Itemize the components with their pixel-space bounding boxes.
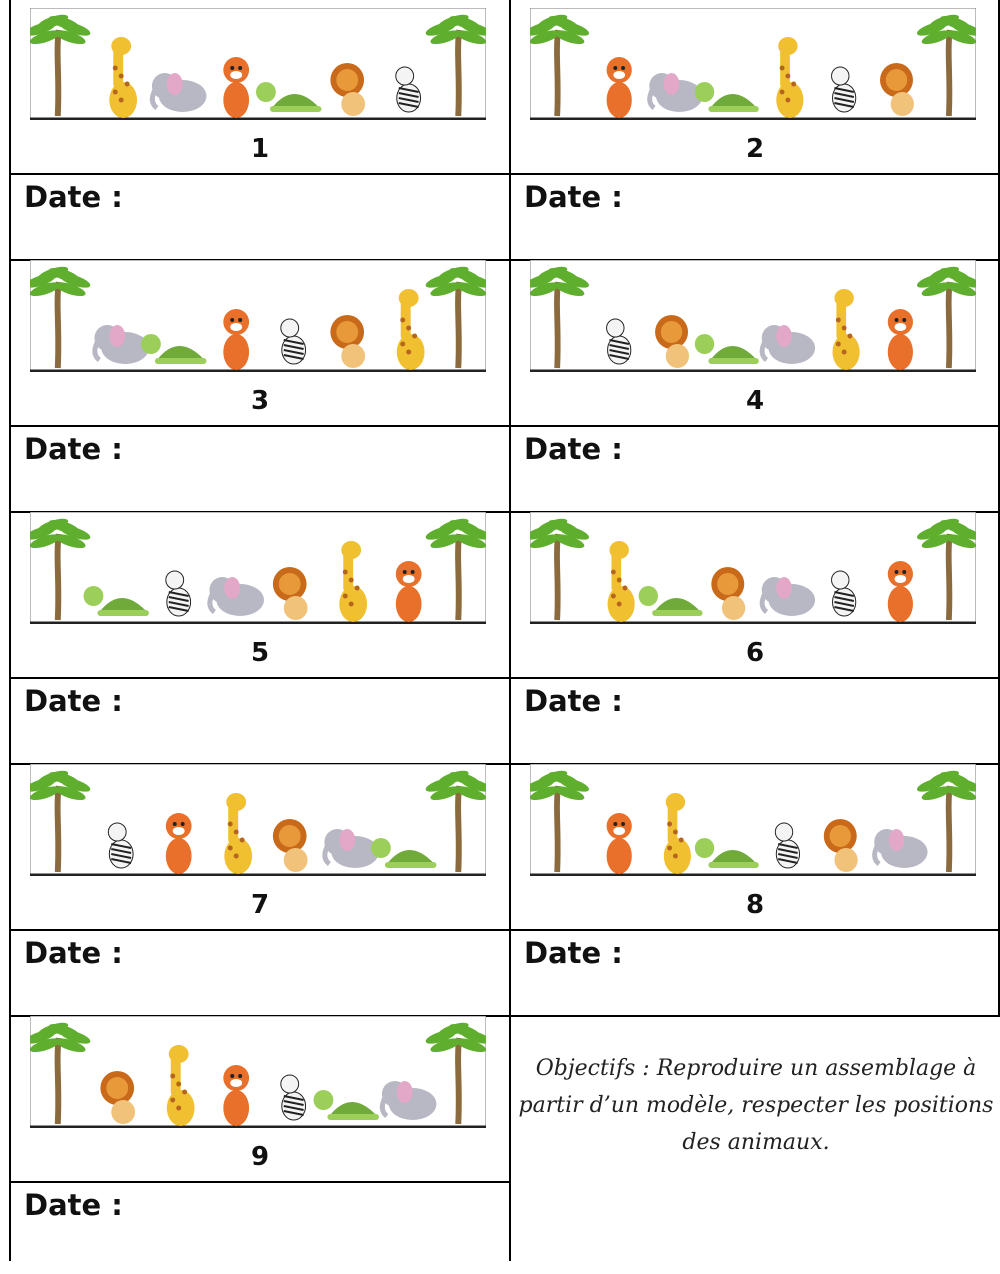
date-field[interactable] (510, 174, 1000, 266)
date-label: Date : (524, 432, 623, 466)
date-field[interactable] (10, 174, 510, 266)
animal-sequence-image (530, 260, 976, 372)
date-label: Date : (24, 684, 123, 718)
tiger-icon (607, 813, 632, 874)
tiger-icon (396, 561, 422, 622)
date-field[interactable] (10, 1182, 510, 1274)
date-label: Date : (524, 180, 623, 214)
date-field[interactable] (10, 678, 510, 770)
animal-sequence-image (530, 8, 976, 120)
card-number: 2 (510, 134, 1000, 164)
objectives-line-3: des animaux. (512, 1124, 1000, 1161)
animal-sequence-image (530, 764, 976, 876)
date-label: Date : (24, 1188, 123, 1222)
card-number: 7 (10, 890, 510, 920)
date-field[interactable] (10, 930, 510, 1022)
objectives-line-1: Objectifs : Reproduire un assemblage à (512, 1050, 1000, 1087)
card-number: 6 (510, 638, 1000, 668)
card-number: 9 (10, 1142, 510, 1172)
tiger-icon (607, 57, 632, 118)
animal-sequence-image (30, 512, 486, 624)
date-label: Date : (24, 432, 123, 466)
tiger-icon (888, 309, 913, 370)
tiger-icon (223, 1065, 249, 1126)
tiger-icon (223, 309, 249, 370)
card-number: 8 (510, 890, 1000, 920)
card-number: 1 (10, 134, 510, 164)
date-label: Date : (24, 180, 123, 214)
animal-sequence-image (530, 512, 976, 624)
date-field[interactable] (510, 930, 1000, 1022)
objectives-line-2: partir d’un modèle, respecter les positions (512, 1087, 1000, 1124)
card-number: 3 (10, 386, 510, 416)
card-number: 5 (10, 638, 510, 668)
date-label: Date : (524, 936, 623, 970)
tiger-icon (223, 57, 249, 118)
objectives-text (512, 1050, 1000, 1161)
tiger-icon (888, 561, 913, 622)
date-field[interactable] (510, 678, 1000, 770)
animal-sequence-image (30, 8, 486, 120)
tiger-icon (166, 813, 192, 874)
date-label: Date : (524, 684, 623, 718)
date-label: Date : (24, 936, 123, 970)
date-field[interactable] (10, 426, 510, 518)
animal-sequence-image (30, 1016, 486, 1128)
card-number: 4 (510, 386, 1000, 416)
animal-sequence-image (30, 260, 486, 372)
animal-sequence-image (30, 764, 486, 876)
date-field[interactable] (510, 426, 1000, 518)
